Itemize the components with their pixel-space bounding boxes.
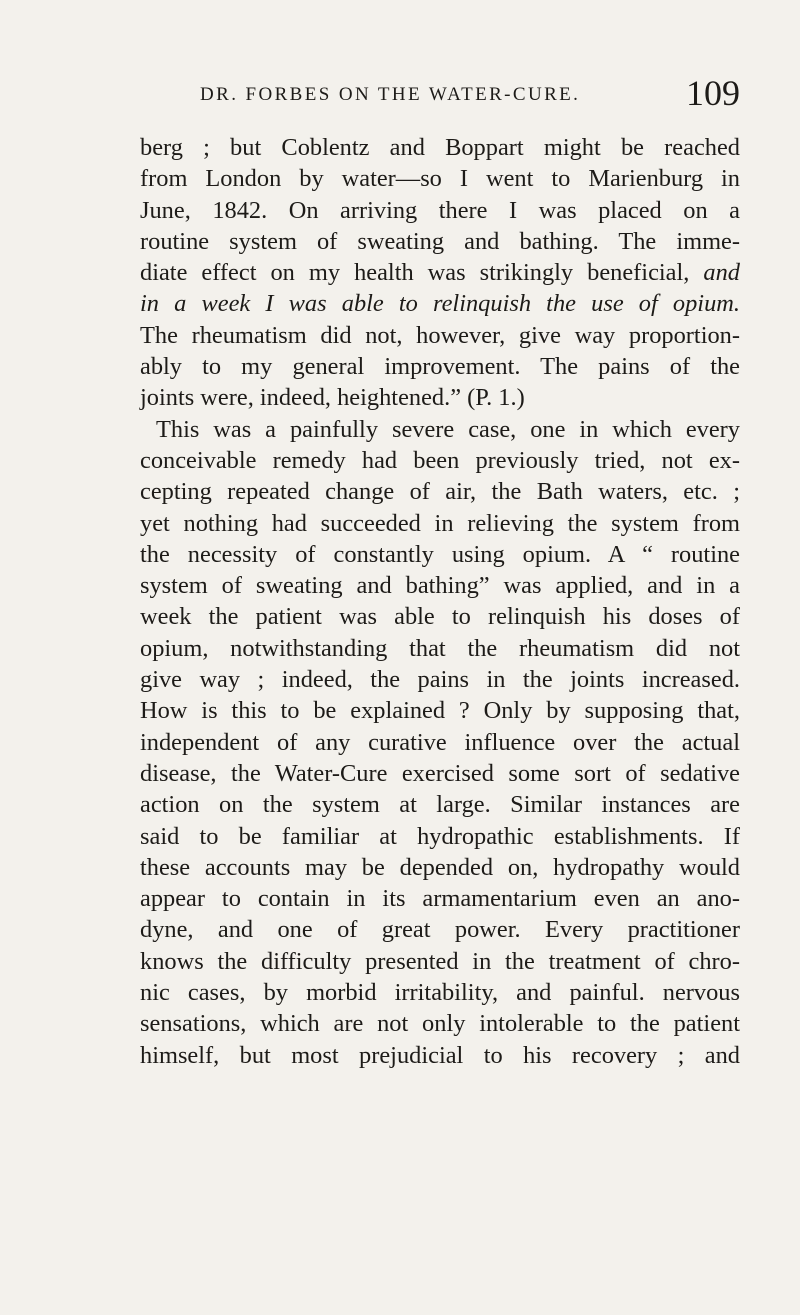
text-segment: berg ; but Coblentz and Boppart might be reached	[140, 134, 740, 161]
text-line	[140, 351, 740, 382]
text-line	[140, 601, 740, 632]
text-line	[140, 382, 740, 413]
text-line	[140, 195, 740, 226]
text-segment: give way ; indeed, the pains in the joints increased.	[140, 666, 740, 694]
text-line	[140, 476, 740, 507]
italic-text-segment: and	[703, 259, 740, 287]
text-segment: joints were, indeed, heightened.” (P. 1.)	[140, 384, 525, 412]
text-line	[140, 883, 740, 914]
text-segment: cepting repeated change of air, the Bath waters, etc. ;	[140, 478, 740, 506]
text-segment: routine system of sweating and bathing. The imme-	[140, 227, 740, 255]
text-line	[140, 821, 740, 852]
text-line	[140, 288, 740, 319]
page-number: 109	[686, 73, 740, 113]
text-line	[140, 1008, 740, 1039]
text-line	[140, 132, 740, 163]
text-segment: opium, notwithstanding that the rheumatism did not	[140, 634, 740, 662]
text-segment: from London by water—so I went to Marienburg in	[140, 165, 740, 193]
text-segment: system of sweating and bathing” was applied, and in a	[140, 572, 740, 600]
text-line	[140, 633, 740, 664]
text-line	[140, 914, 740, 945]
text-segment: June, 1842. On arriving there I was placed on a	[140, 196, 740, 224]
text-line	[140, 695, 740, 726]
text-segment: dyne, and one of great power. Every practitioner	[140, 916, 740, 944]
text-segment: independent of any curative influence over the actual	[140, 728, 740, 756]
text-line	[140, 664, 740, 695]
text-segment: conceivable remedy had been previously tried, not ex-	[140, 446, 740, 474]
text-segment: sensations, which are not only intolerable to the patient	[140, 1010, 740, 1038]
text-segment: said to be familiar at hydropathic establishments. If	[140, 822, 740, 850]
text-line	[140, 539, 740, 570]
text-segment: the necessity of constantly using opium. A “ routine	[140, 540, 740, 568]
text-segment: How is this to be explained ? Only by supposing that,	[140, 697, 740, 725]
text-line	[140, 977, 740, 1008]
italic-text-segment: in a week I was able to relinquish the use of opium.	[140, 290, 740, 318]
text-segment: yet nothing had succeeded in relieving the system from	[140, 509, 740, 537]
text-segment: appear to contain in its armamentarium even an ano-	[140, 885, 740, 913]
text-line	[140, 257, 740, 288]
text-line	[140, 226, 740, 257]
text-segment: The rheumatism did not, however, give way proportion-	[140, 321, 740, 349]
text-line	[140, 1040, 740, 1071]
text-line	[140, 727, 740, 758]
running-title: DR. FORBES ON THE WATER-CURE.	[200, 84, 581, 105]
text-segment: himself, but most prejudicial to his recovery ; and	[140, 1041, 740, 1069]
text-segment: nic cases, by morbid irritability, and painful. nervous	[140, 979, 740, 1007]
text-line	[140, 570, 740, 601]
text-segment: diate effect on my health was strikingly beneficial,	[140, 259, 704, 287]
text-segment: action on the system at large. Similar instances are	[140, 791, 740, 819]
body-text	[140, 132, 740, 1071]
text-segment: ably to my general improvement. The pains of the	[140, 353, 740, 381]
text-line	[140, 445, 740, 476]
running-head	[140, 72, 740, 112]
text-line	[140, 320, 740, 351]
text-line	[140, 508, 740, 539]
text-segment: week the patient was able to relinquish his doses of	[140, 603, 740, 631]
text-line	[140, 789, 740, 820]
text-segment: knows the difficulty presented in the treatment of chro-	[140, 947, 740, 975]
text-segment: This was a painfully severe case, one in which every	[156, 415, 740, 443]
text-line	[140, 946, 740, 977]
text-segment: these accounts may be depended on, hydropathy would	[140, 853, 740, 881]
text-line	[140, 852, 740, 883]
text-line	[140, 758, 740, 789]
text-line	[140, 414, 740, 445]
text-segment: disease, the Water-Cure exercised some sort of sedative	[140, 759, 740, 787]
text-line	[140, 163, 740, 194]
